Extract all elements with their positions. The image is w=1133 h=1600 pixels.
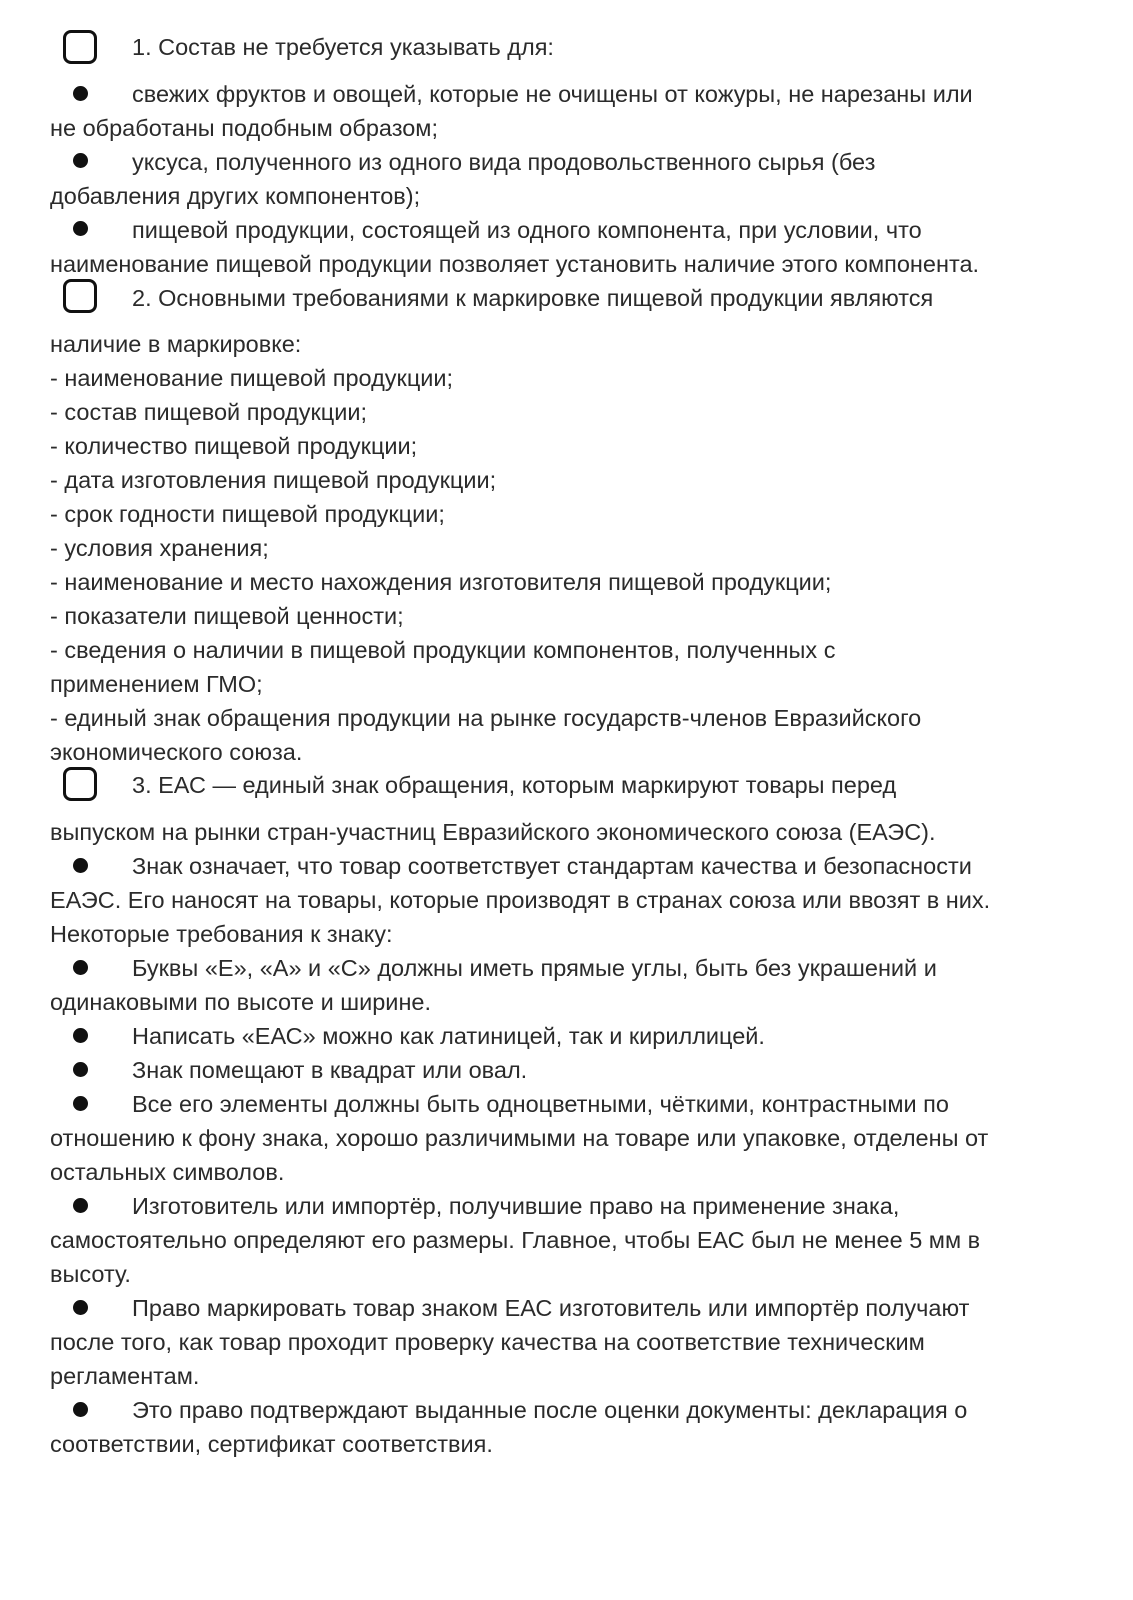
section-3-item-4-line-1: Знак помещают в квадрат или овал. (132, 1057, 528, 1083)
section-2-line-5: - дата изготовления пищевой продукции; (50, 467, 497, 493)
bullet-icon (73, 1028, 88, 1043)
section-3-item-2-line-2: одинаковыми по высоте и ширине. (50, 989, 432, 1015)
section-3-item-7-line-2: после того, как товар проходит проверку качества на соответствие техническим (50, 1329, 925, 1355)
section-1-item-2-line-1: уксуса, полученного из одного вида продовольственного сырья (без (132, 149, 876, 175)
section-3-item-1-line-3: Некоторые требования к знаку: (50, 921, 393, 947)
section-3-item-7-line-3: регламентам. (50, 1363, 200, 1389)
section-3-item-8-line-2: соответствии, сертификат соответствия. (50, 1431, 493, 1457)
section-3-item-6-line-1: Изготовитель или импортёр, получившие право на применение знака, (132, 1193, 900, 1219)
section-1-item-2-line-2: добавления других компонентов); (50, 183, 421, 209)
section-2-line-2: - наименование пищевой продукции; (50, 365, 454, 391)
checkbox-section-2[interactable] (63, 279, 97, 313)
section-2-line-13: экономического союза. (50, 739, 303, 765)
section-3-item-5-line-1: Все его элементы должны быть одноцветными, чёткими, контрастными по (132, 1091, 949, 1117)
section-3-heading-continuation: выпуском на рынки стран-участниц Евразийского экономического союза (ЕАЭС). (50, 819, 936, 845)
checkbox-section-1[interactable] (63, 30, 97, 64)
section-2-line-9: - показатели пищевой ценности; (50, 603, 404, 629)
section-1-item-3-line-2: наименование пищевой продукции позволяет установить наличие этого компонента. (50, 251, 980, 277)
section-2-line-7: - условия хранения; (50, 535, 269, 561)
section-3-item-2-line-1: Буквы «Е», «А» и «С» должны иметь прямые углы, быть без украшений и (132, 955, 937, 981)
checkbox-section-3[interactable] (63, 767, 97, 801)
section-2-line-10: - сведения о наличии в пищевой продукции компонентов, полученных с (50, 637, 836, 663)
section-1-item-1-line-2: не обработаны подобным образом; (50, 115, 438, 141)
section-3-item-5-line-3: остальных символов. (50, 1159, 285, 1185)
section-3-item-8-line-1: Это право подтверждают выданные после оценки документы: декларация о (132, 1397, 968, 1423)
bullet-icon (73, 1096, 88, 1111)
section-1-item-3-line-1: пищевой продукции, состоящей из одного компонента, при условии, что (132, 217, 922, 243)
bullet-icon (73, 153, 88, 168)
section-2-line-3: - состав пищевой продукции; (50, 399, 368, 425)
section-2-line-11: применением ГМО; (50, 671, 263, 697)
bullet-icon (73, 1062, 88, 1077)
bullet-icon (73, 1300, 88, 1315)
section-2-heading: 2. Основными требованиями к маркировке пищевой продукции являются (132, 285, 934, 311)
bullet-icon (73, 1402, 88, 1417)
bullet-icon (73, 960, 88, 975)
bullet-icon (73, 858, 88, 873)
section-3-item-6-line-3: высоту. (50, 1261, 131, 1287)
section-3-item-1-line-2: ЕАЭС. Его наносят на товары, которые производят в странах союза или ввозят в них. (50, 887, 991, 913)
section-3-item-5-line-2: отношению к фону знака, хорошо различимыми на товаре или упаковке, отделены от (50, 1125, 989, 1151)
section-1-item-1-line-1: свежих фруктов и овощей, которые не очищены от кожуры, не нарезаны или (132, 81, 973, 107)
section-3-item-3-line-1: Написать «ЕАС» можно как латиницей, так и кириллицей. (132, 1023, 765, 1049)
section-3-item-7-line-1: Право маркировать товар знаком ЕАС изготовитель или импортёр получают (132, 1295, 970, 1321)
section-2-line-4: - количество пищевой продукции; (50, 433, 418, 459)
bullet-icon (73, 1198, 88, 1213)
section-2-line-12: - единый знак обращения продукции на рынке государств-членов Евразийского (50, 705, 922, 731)
section-2-line-8: - наименование и место нахождения изготовителя пищевой продукции; (50, 569, 832, 595)
section-2-line-1: наличие в маркировке: (50, 331, 302, 357)
section-2-line-6: - срок годности пищевой продукции; (50, 501, 445, 527)
bullet-icon (73, 86, 88, 101)
section-3-item-6-line-2: самостоятельно определяют его размеры. Главное, чтобы ЕАС был не менее 5 мм в (50, 1227, 981, 1253)
section-3-heading: 3. ЕАС — единый знак обращения, которым маркируют товары перед (132, 772, 897, 798)
section-1-heading: 1. Состав не требуется указывать для: (132, 34, 554, 60)
section-3-item-1-line-1: Знак означает, что товар соответствует стандартам качества и безопасности (132, 853, 972, 879)
bullet-icon (73, 221, 88, 236)
